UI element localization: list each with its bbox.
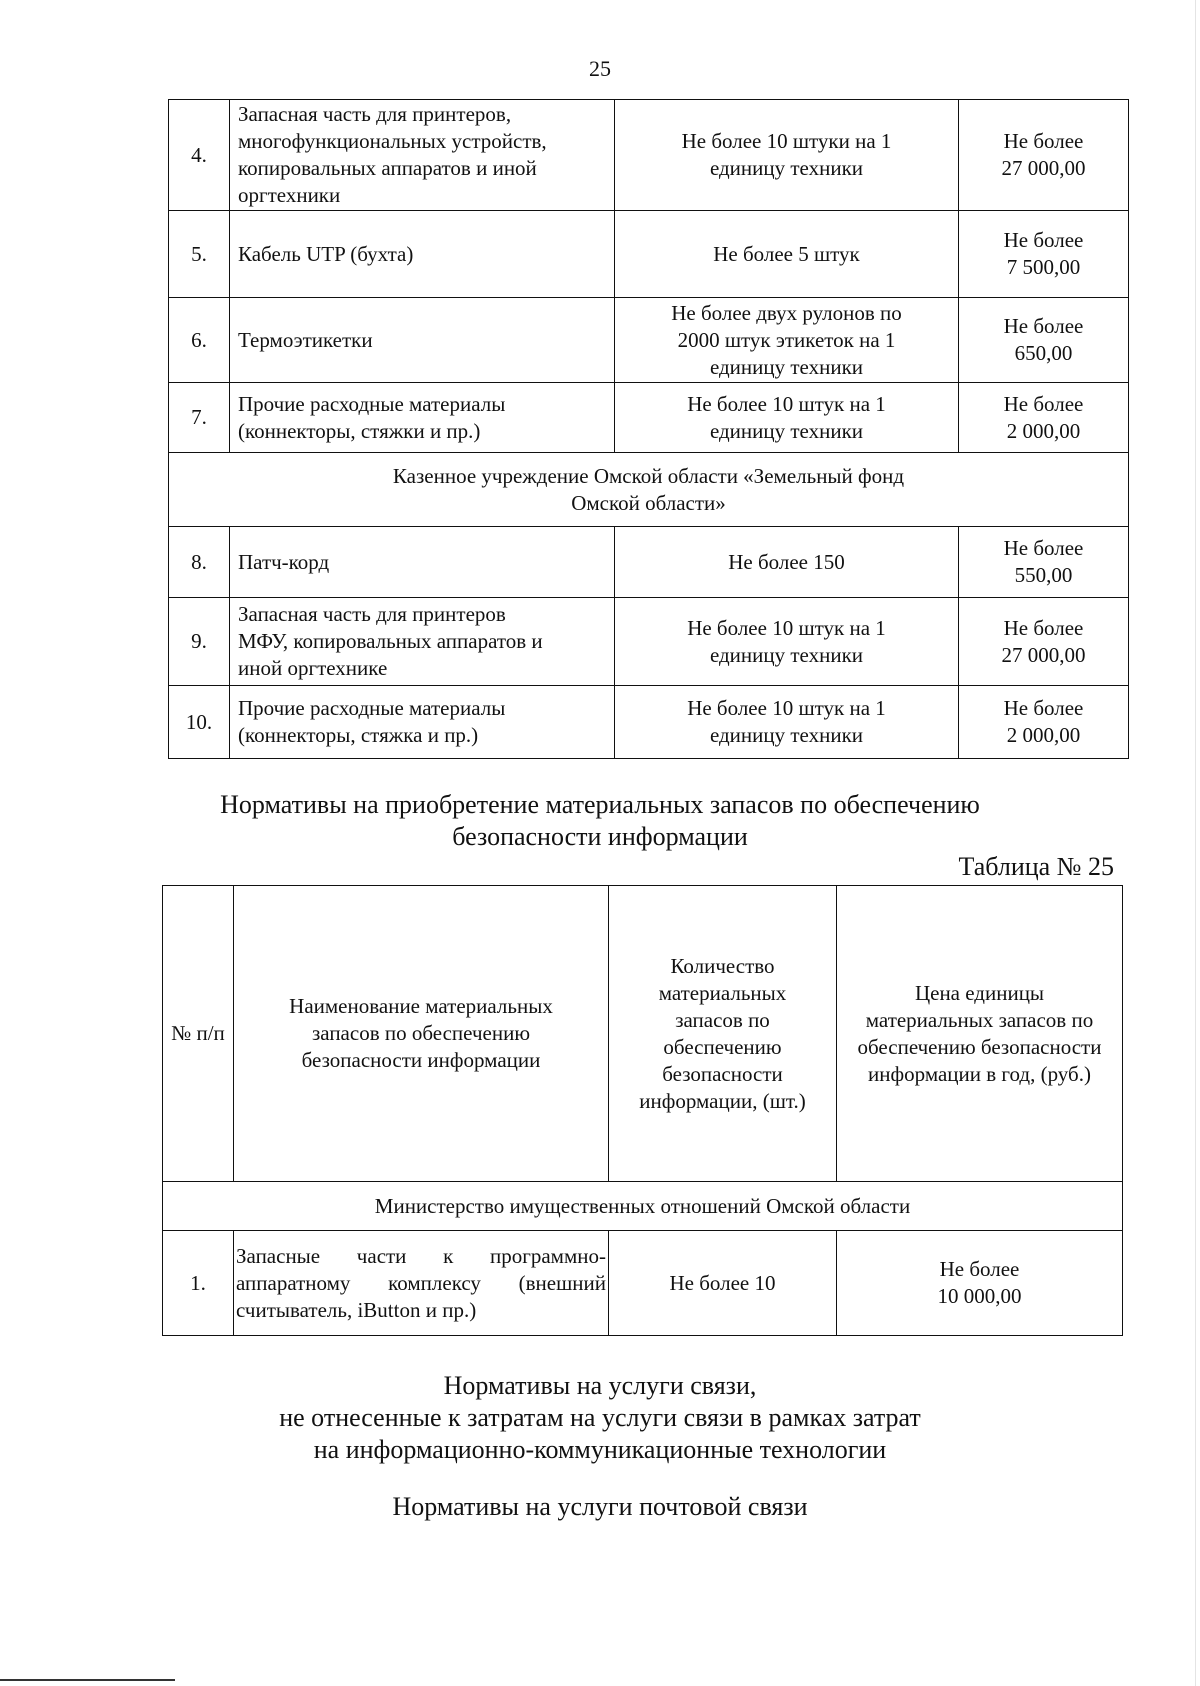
materials-table-continued (168, 99, 1129, 759)
header-name: Наименование материальных запасов по обеспечению безопасности информации (234, 886, 609, 1182)
item-quantity: Не более 10 штук на 1 единицу техники (615, 598, 959, 686)
item-quantity: Не более 5 штук (615, 211, 959, 298)
item-name: Термоэтикетки (230, 298, 615, 383)
table-row (169, 383, 1129, 453)
row-number: 7. (169, 383, 230, 453)
table-row (169, 100, 1129, 211)
table-row (169, 298, 1129, 383)
table-row (163, 1231, 1123, 1336)
row-number: 1. (163, 1231, 234, 1336)
row-number: 5. (169, 211, 230, 298)
section-row (163, 1182, 1123, 1231)
header-price: Цена единицы материальных запасов по обеспечению безопасности информации в год, (руб.) (837, 886, 1123, 1182)
table-row (169, 527, 1129, 598)
table-row (169, 211, 1129, 298)
row-number: 9. (169, 598, 230, 686)
table-header-row (163, 886, 1123, 1182)
section-title: Казенное учреждение Омской области «Земельный фонд Омской области» (169, 453, 1129, 527)
item-price: Не более 7 500,00 (959, 211, 1129, 298)
row-number: 6. (169, 298, 230, 383)
divider (1195, 0, 1196, 1686)
item-price: Не более 2 000,00 (959, 686, 1129, 759)
row-number: 8. (169, 527, 230, 598)
item-name: Запасная часть для принтеров МФУ, копировальных аппаратов и иной оргтехнике (230, 598, 615, 686)
header-number: № п/п (163, 886, 234, 1182)
item-quantity: Не более 10 штуки на 1 единицу техники (615, 100, 959, 211)
item-name: Прочие расходные материалы (коннекторы, стяжка и пр.) (230, 686, 615, 759)
item-price: Не более 2 000,00 (959, 383, 1129, 453)
row-number: 10. (169, 686, 230, 759)
item-name: Патч-корд (230, 527, 615, 598)
item-quantity: Не более 10 штук на 1 единицу техники (615, 383, 959, 453)
item-quantity: Не более 10 штук на 1 единицу техники (615, 686, 959, 759)
row-number: 4. (169, 100, 230, 211)
section-title: Министерство имущественных отношений Омской области (163, 1182, 1123, 1231)
item-price: Не более 27 000,00 (959, 598, 1129, 686)
item-quantity: Не более 150 (615, 527, 959, 598)
item-price: Не более 650,00 (959, 298, 1129, 383)
item-quantity: Не более двух рулонов по 2000 штук этикеток на 1 единицу техники (615, 298, 959, 383)
item-name: Запасные части к программно- аппаратному комплексу (внешний считыватель, iButton и пр.) (234, 1231, 609, 1336)
section-heading-communication: Нормативы на услуги связи, не отнесенные к затратам на услуги связи в рамках затрат на информационно-коммуникационные технологии (279, 1371, 921, 1464)
table-row (169, 598, 1129, 686)
item-name: Кабель UTP (бухта) (230, 211, 615, 298)
table-row (169, 686, 1129, 759)
table-caption: Таблица № 25 (958, 852, 1114, 881)
item-price: Не более 10 000,00 (837, 1231, 1123, 1336)
page-number: 25 (589, 56, 611, 81)
section-heading-info-security: Нормативы на приобретение материальных запасов по обеспечению безопасности информации (220, 790, 980, 851)
item-quantity: Не более 10 (609, 1231, 837, 1336)
header-quantity: Количество материальных запасов по обеспечению безопасности информации, (шт.) (609, 886, 837, 1182)
item-name: Прочие расходные материалы (коннекторы, стяжки и пр.) (230, 383, 615, 453)
info-security-table (162, 885, 1123, 1336)
section-row (169, 453, 1129, 527)
divider (0, 1679, 175, 1681)
item-price: Не более 27 000,00 (959, 100, 1129, 211)
section-heading-postal: Нормативы на услуги почтовой связи (392, 1492, 808, 1521)
item-name: Запасная часть для принтеров, многофункциональных устройств, копировальных аппаратов и иной оргтехники (230, 100, 615, 211)
item-price: Не более 550,00 (959, 527, 1129, 598)
